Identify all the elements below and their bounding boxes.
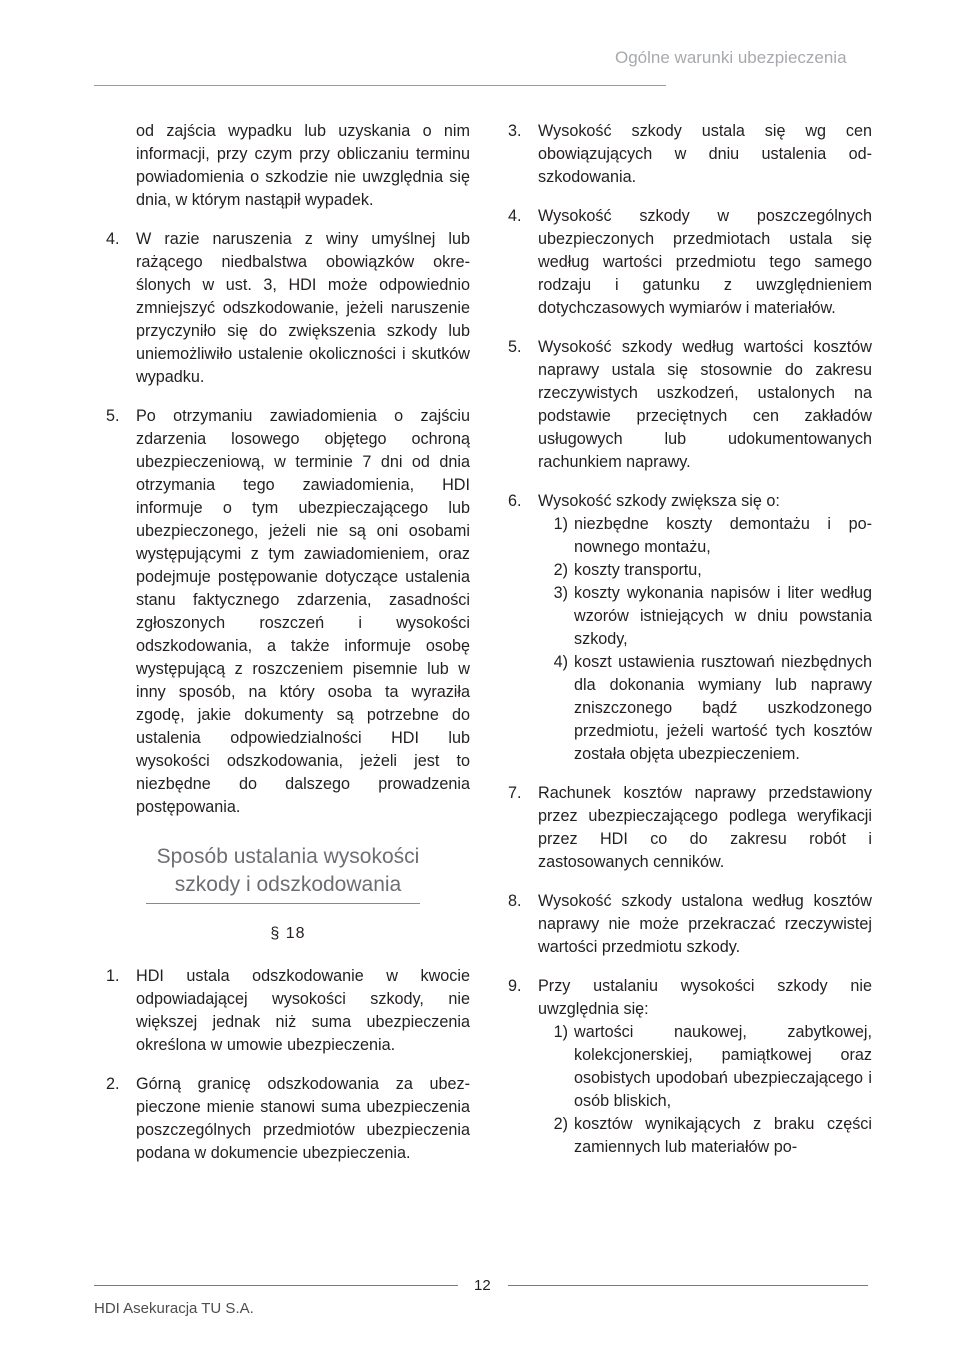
item-text: W razie naruszenia z winy umyślnej lub rażącego niedbalstwa obowiązków określonych w ust. 3, HDI może odpowiednio zmniejszyć odszkodowanie, jeżeli naruszenie przyczyniło się do zwiększenia szkody lub uniemożliwiło ustalenie okoliczności i skutków wypadku. bbox=[136, 230, 470, 386]
sub-item-text: koszty transportu, bbox=[574, 561, 702, 579]
list-item bbox=[106, 228, 470, 389]
list-item bbox=[508, 890, 872, 959]
footer-company-name: HDI Asekuracja TU S.A. bbox=[94, 1300, 254, 1317]
item-number: 6. bbox=[508, 492, 522, 510]
list-item bbox=[106, 965, 470, 1057]
item-text: HDI ustala odszkodowanie w kwocie odpowiadającej wysokości szkody, nie większej jednak niż suma ubezpieczenia określona w umowie ubezpieczenia. bbox=[136, 967, 470, 1054]
sub-item bbox=[538, 1113, 872, 1159]
paragraph-number: § 18 bbox=[270, 925, 306, 942]
item-text: Wysokość szkody ustala się wg cen obowiązujących w dniu ustalenia odszkodowania. bbox=[538, 122, 872, 186]
sub-item-number: 2) bbox=[553, 1115, 568, 1133]
item-number: 2. bbox=[106, 1075, 120, 1093]
item-text: Wysokość szkody w poszczególnych ubezpieczonych przedmiotach ustala się według wartości przedmiotu tego samego rodzaju i gatunku z uwzględnieniem dotychczasowych wymiarów i materiałów. bbox=[538, 207, 872, 317]
list-item bbox=[508, 490, 872, 766]
sub-item bbox=[538, 1021, 872, 1113]
list-item bbox=[508, 205, 872, 320]
item-number: 4. bbox=[106, 230, 120, 248]
item-number: 7. bbox=[508, 784, 522, 802]
list-item bbox=[106, 405, 470, 819]
item-number: 5. bbox=[106, 407, 120, 425]
left-column bbox=[106, 120, 470, 1181]
item-number: 4. bbox=[508, 207, 522, 225]
sub-item-number: 2) bbox=[553, 561, 568, 579]
item-text: Po otrzymaniu zawiadomienia o zajściu zdarzenia losowego objętego ochroną ubezpieczeniową, w terminie 7 dni od dnia otrzymania tego zawiadomienia, HDI informuje o tym ubezpieczającego lub ubezpieczonego, jeżeli nie są oni osobami występującymi z tym zawiadomieniem, oraz podejmuje postępowanie dotyczące ustalenia stanu faktycznego zdarzenia, zasadności zgłoszonych roszczeń i wysokości odszkodowania, a także informuje osobę występującą z roszczeniem pisemnie lub w inny sposób, na który osoba ta wyraziła zgodę, jakie dokumenty są potrzebne do ustalenia odpowiedzialności HDI lub wysokości odszkodowania, jeżeli jest to niezbędne do dalszego prowadzenia postępowania. bbox=[136, 407, 470, 816]
footer-divider-right bbox=[508, 1285, 868, 1286]
section-title bbox=[106, 843, 470, 899]
sub-item-text: koszty wykonania napisów i liter według wzorów istniejących w dniu powstania szkody, bbox=[574, 584, 872, 648]
item-number: 3. bbox=[508, 122, 522, 140]
sub-item-number: 3) bbox=[553, 584, 568, 602]
item-number: 9. bbox=[508, 977, 522, 995]
sub-item-text: kosztów wynikających z braku części zamiennych lub materiałów po- bbox=[574, 1115, 872, 1156]
section-title-line: Sposób ustalania wysokości bbox=[156, 845, 420, 868]
section-underline bbox=[146, 903, 420, 904]
list-item bbox=[508, 975, 872, 1159]
sub-item-text: wartości naukowej, zabytkowej, kolekcjonerskiej, pamiątkowej oraz osobistych upodobań ubezpieczającego i osób bliskich, bbox=[574, 1023, 872, 1110]
header-divider bbox=[94, 85, 666, 86]
sub-item-number: 4) bbox=[553, 653, 568, 671]
sub-item bbox=[538, 513, 872, 559]
item-text: Przy ustalaniu wysokości szkody nie uwzględnia się: bbox=[538, 977, 872, 1018]
sub-item-number: 1) bbox=[553, 1023, 568, 1041]
item-text: Rachunek kosztów naprawy przedstawiony przez ubezpieczającego podlega weryfikacji przez HDI co do zakresu robót i zastosowanych cenników. bbox=[538, 784, 872, 871]
section-title-line: szkody i odszkodowania bbox=[174, 873, 402, 896]
item-text: Wysokość szkody zwiększa się o: bbox=[538, 492, 780, 510]
item-number: 8. bbox=[508, 892, 522, 910]
item-number: 5. bbox=[508, 338, 522, 356]
sub-item-number: 1) bbox=[553, 515, 568, 533]
footer-divider-left bbox=[94, 1285, 458, 1286]
sub-item-text: niezbędne koszty demontażu i ponownego montażu, bbox=[574, 515, 872, 556]
right-column bbox=[508, 120, 872, 1175]
item-text: Wysokość szkody ustalona według kosztów naprawy nie może przekraczać rzeczywistej wartości przedmiotu szkody. bbox=[538, 892, 872, 956]
continued-paragraph: od zajścia wypadku lub uzyskania o nim informacji, przy czym przy obliczaniu terminu powiadomienia o szkodzie nie uwzględnia się dnia, w którym nastąpił wypadek. bbox=[136, 122, 470, 209]
item-text: Górną granicę odszkodowania za ubezpieczone mienie stanowi suma ubezpieczenia poszczególnych przedmiotów ubezpieczenia podana w dokumencie ubezpieczenia. bbox=[136, 1075, 470, 1162]
sub-item-text: koszt ustawienia rusztowań niezbędnych dla dokonania wymiany lub naprawy zniszczonego bądź uszkodzonego przedmiotu, jeżeli wartość tych kosztów została objęta ubezpieczeniem. bbox=[574, 653, 872, 763]
sub-item bbox=[538, 651, 872, 766]
page-number: 12 bbox=[474, 1277, 491, 1294]
sub-item bbox=[538, 559, 872, 582]
list-item bbox=[508, 336, 872, 474]
sub-item bbox=[538, 582, 872, 651]
list-item bbox=[106, 1073, 470, 1165]
list-item bbox=[508, 120, 872, 189]
item-number: 1. bbox=[106, 967, 120, 985]
list-item bbox=[508, 782, 872, 874]
document-header-title: Ogólne warunki ubezpieczenia bbox=[615, 48, 847, 67]
item-text: Wysokość szkody według wartości kosztów naprawy ustala się stosownie do zakresu rzeczywistych uszkodzeń, ustalonych na podstawie przeciętnych cen zakładów usługowych lub udokumentowanych rachunkiem naprawy. bbox=[538, 338, 872, 471]
